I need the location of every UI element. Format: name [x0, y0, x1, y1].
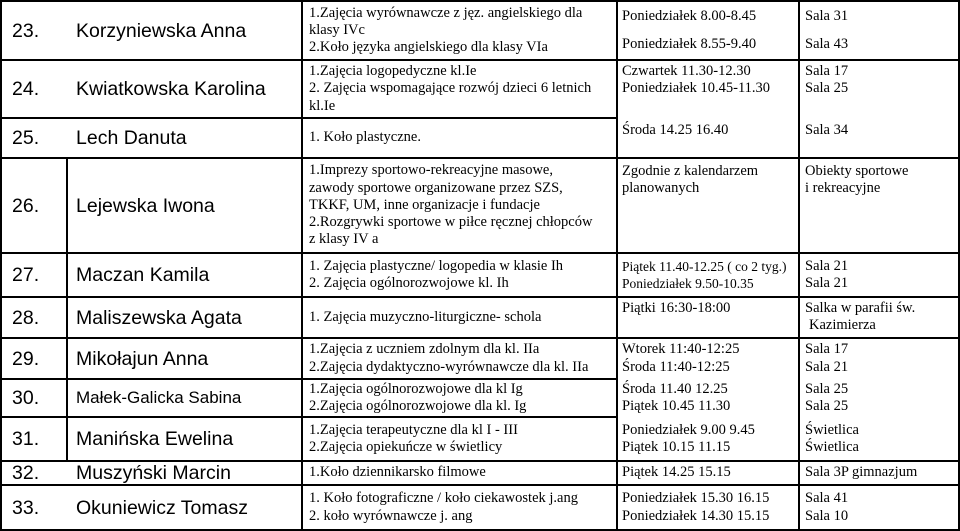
activity-description [309, 418, 614, 460]
place-line: Sala 25 [805, 380, 849, 397]
time-slot [622, 120, 797, 142]
row-number: 27. [12, 264, 40, 286]
place-line: Sala 25 [805, 80, 849, 96]
place-line: Obiekty sportowe [805, 163, 909, 179]
activity-line: 2.Zajęcia ogólnorozwojowe dla kl. Ig [309, 398, 527, 414]
time-line: Piątki 16:30-18:00 [622, 300, 731, 316]
row-number: 25. [12, 127, 40, 149]
row-number: 24. [12, 78, 40, 100]
teacher-name: Maczan Kamila [76, 264, 210, 286]
column-divider [301, 0, 303, 531]
time-slot [622, 254, 797, 296]
activity-description [309, 486, 614, 529]
activity-description [309, 339, 614, 378]
time-line: Środa 11:40-12:25 [622, 358, 730, 375]
row-number: 30. [12, 387, 40, 409]
activity-description [309, 298, 614, 337]
time-slot [622, 163, 797, 198]
place-line: Sala 34 [805, 122, 849, 139]
column-divider [616, 0, 618, 531]
place-line: Świetlica [805, 439, 859, 455]
activity-line: 1.Zajęcia terapeutyczne dla kl I - III [309, 421, 518, 438]
place-line: Sala 21 [805, 257, 849, 274]
location [805, 300, 957, 335]
activity-line: zawody sportowe organizowane przez SZS, [309, 179, 563, 196]
time-line: Piątek 10.45 11.30 [622, 398, 731, 414]
place-line: i rekreacyjne [805, 180, 881, 197]
activity-line: 1.Imprezy sportowo-rekreacyjne masowe, [309, 162, 553, 179]
place-line: Sala 43 [805, 36, 849, 53]
place-line: Świetlica [805, 421, 859, 438]
row-number: 31. [12, 428, 40, 450]
row-number: 29. [12, 347, 40, 370]
time-line: Środa 14.25 16.40 [622, 122, 729, 139]
row-number: 23. [12, 19, 40, 42]
time-slot [622, 2, 797, 59]
time-line: Piątek 11.40-12.25 ( co 2 tyg.) [622, 258, 787, 274]
column-divider [66, 157, 68, 460]
teacher-name: Lejewska Iwona [76, 194, 215, 217]
activity-line: 1.Zajęcia ogólnorozwojowe dla kl Ig [309, 380, 523, 397]
place-line: Sala 21 [805, 358, 849, 375]
activity-line: 2. koło wyrównawcze j. ang [309, 507, 473, 524]
time-slot [622, 486, 797, 529]
activity-line: 1. Koło plastyczne. [309, 129, 421, 146]
activity-line: 1. Koło fotograficzne / koło ciekawostek j.ang [309, 490, 578, 507]
activity-line: 2. Zajęcia ogólnorozwojowe kl. Ih [309, 275, 509, 291]
activity-line: 1.Zajęcia wyrównawcze z jęz. angielskiego dla klasy IVc [309, 4, 583, 38]
activity-line: 1.Zajęcia logopedyczne kl.Ie [309, 63, 477, 80]
activity-line: 2.Koło języka angielskiego dla klasy VIa [309, 39, 548, 56]
time-line: Wtorek 11:40-12:25 [622, 341, 740, 358]
teacher-name: Maliszewska Agata [76, 306, 242, 329]
activity-line: 1.Zajęcia z uczniem zdolnym dla kl. IIa [309, 341, 540, 358]
time-line: Zgodnie z kalendarzem [622, 163, 759, 179]
time-line: Poniedziałek 15.30 16.15 [622, 490, 770, 507]
activity-description [309, 2, 614, 59]
teacher-name: Lech Danuta [76, 127, 187, 149]
activity-line: 2. Zajęcia wspomagające rozwój dzieci 6 letnich kl.Ie [309, 80, 592, 114]
location [805, 61, 957, 99]
place-line: Kazimierza [809, 317, 876, 334]
place-line: Sala 17 [805, 341, 849, 358]
activity-line: z klasy IV a [309, 231, 379, 248]
place-line: Sala 25 [805, 398, 849, 414]
activity-line: 1. Zajęcia muzyczno-liturgiczne- schola [309, 308, 542, 325]
time-slot [622, 300, 797, 317]
location [805, 462, 957, 484]
location [805, 486, 957, 529]
time-line: Czwartek 11.30-12.30 [622, 62, 751, 79]
location [805, 2, 957, 59]
time-line: Środa 11.40 12.25 [622, 380, 728, 397]
activity-line: 1. Zajęcia plastyczne/ logopedia w klasie Ih [309, 257, 564, 274]
time-slot [622, 380, 797, 416]
row-number: 33. [12, 496, 40, 519]
activity-line: 2.Rozgrywki sportowe w piłce ręcznej chłopców [309, 214, 593, 231]
time-slot [622, 462, 797, 484]
row-number: 26. [12, 194, 40, 217]
teacher-name: Mikołajun Anna [76, 347, 209, 370]
location [805, 254, 957, 296]
time-slot [622, 418, 797, 460]
time-line: planowanych [622, 180, 700, 197]
row-number: 32. [12, 462, 40, 484]
activity-description [309, 254, 614, 296]
time-line: Poniedziałek 14.30 15.15 [622, 507, 770, 524]
time-slot [622, 339, 797, 378]
activity-description [309, 61, 614, 117]
activity-description [309, 159, 614, 252]
column-divider [798, 0, 800, 531]
location [805, 120, 957, 142]
activity-line: 1.Koło dziennikarsko filmowe [309, 464, 486, 481]
place-line: Sala 17 [805, 62, 849, 79]
place-line: Sala 3P gimnazjum [805, 464, 918, 481]
teacher-name: Manińska Ewelina [76, 428, 234, 450]
activity-line: TKKF, UM, inne organizacje i fundacje [309, 196, 540, 213]
teacher-name: Muszyński Marcin [76, 462, 231, 484]
activity-description [309, 380, 614, 416]
time-line: Poniedziałek 9.50-10.35 [622, 276, 754, 291]
teacher-name: Małek-Galicka Sabina [76, 388, 242, 407]
teacher-name: Okuniewicz Tomasz [76, 496, 248, 519]
location [805, 380, 957, 416]
location [805, 163, 957, 198]
activity-line: 2.Zajęcia dydaktyczno-wyrównawcze dla kl. IIa [309, 358, 589, 375]
time-line: Poniedziałek 8.00-8.45 [622, 7, 757, 24]
location [805, 418, 957, 460]
row-number: 28. [12, 306, 40, 329]
teacher-name: Korzyniewska Anna [76, 19, 247, 42]
activity-description [309, 462, 614, 484]
time-line: Poniedziałek 10.45-11.30 [622, 80, 771, 96]
place-line: Salka w parafii św. [805, 300, 916, 316]
time-slot [622, 61, 797, 99]
time-line: Poniedziałek 9.00 9.45 [622, 421, 755, 438]
activity-line: 2.Zajęcia opiekuńcze w świetlicy [309, 439, 503, 455]
teacher-name: Kwiatkowska Karolina [76, 78, 266, 100]
location [805, 339, 957, 378]
activity-description [309, 119, 614, 157]
place-line: Sala 10 [805, 507, 849, 524]
place-line: Sala 31 [805, 7, 849, 24]
time-line: Poniedziałek 8.55-9.40 [622, 36, 757, 53]
place-line: Sala 41 [805, 490, 849, 507]
place-line: Sala 21 [805, 275, 849, 291]
time-line: Piątek 10.15 11.15 [622, 439, 731, 455]
time-line: Piątek 14.25 15.15 [622, 464, 731, 481]
